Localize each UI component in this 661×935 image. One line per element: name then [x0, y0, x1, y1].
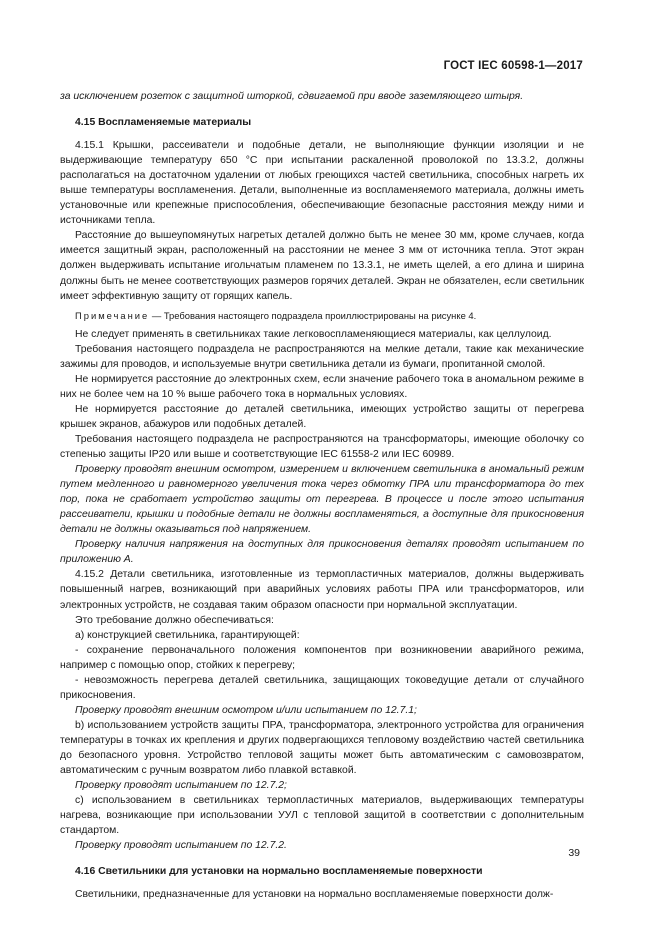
test-paragraph: Проверку проводят внешним осмотром, измерением и включением светильника в аномальный режим путем медленного и равномерного увеличения тока через обмотку ПРА или трансформатора до тех пор, пока не сработает устройство защиты от перегрева. В процессе и после этого испытания рассеиватели, крышки и подобные детали не должны воспламеняться, а доступные для прикосновения детали не должны оказываться под напряжением. — [60, 464, 584, 536]
test-paragraph: Проверку проводят испытанием по 12.7.2. — [75, 840, 287, 852]
test-paragraph: Проверку проводят испытанием по 12.7.2; — [75, 780, 287, 792]
section-title-4-15: 4.15 Воспламеняемые материалы — [75, 117, 252, 129]
test-paragraph: Проверку наличия напряжения на доступных для прикосновения деталях проводят испытанием по приложению А. — [60, 539, 584, 566]
paragraph: Не нормируется расстояние до электронных схем, если значение рабочего тока в аномальном режиме в них не более чем на 10 % выше рабочего тока в нормальных условиях. — [60, 373, 584, 400]
list-item: b) использованием устройств защиты ПРА, трансформатора, электронного устройства для ограничения температуры в точках их крепления и других подвергающихся тепловому воздействию частей светильника до безопасного уровня. Устройство тепловой защиты может быть автоматическим с самовозвратом, автоматическим с ручным возвратом либо плавкой вставкой. — [60, 719, 584, 777]
note — [60, 308, 584, 323]
list-item: - невозможность перегрева деталей светильника, защищающих токоведущие детали от случайного прикосновения. — [60, 674, 584, 701]
document-body — [60, 89, 584, 902]
section-title-4-16: 4.16 Светильники для установки на нормально воспламеняемые поверхности — [75, 866, 483, 878]
paragraph: Это требование должно обеспечиваться: — [75, 614, 274, 626]
paragraph: 4.15.2 Детали светильника, изготовленные из термопластичных материалов, должны выдерживать повышенный нагрев, возникающий при аварийных условиях работы ПРА или трансформаторов, или электронных устройств, не создавая таким образом опасности при нормальной эксплуатации. — [60, 569, 584, 611]
list-item: а) конструкцией светильника, гарантирующей: — [75, 629, 300, 641]
paragraph: Требования настоящего подраздела не распространяются на мелкие детали, такие как механические зажимы для проводов, и используемые внутри светильника детали из бумаги, пропитанной смолой. — [60, 343, 584, 370]
paragraph: Не следует применять в светильниках такие легковоспламеняющиеся материалы, как целлулоид. — [75, 328, 552, 340]
paragraph: Расстояние до вышеупомянутых нагретых деталей должно быть не менее 30 мм, кроме случаев, когда имеется защитный экран, расположенный на расстоянии не менее 3 мм от источника тепла. Этот экран должен выдерживать испытание игольчатым пламенем по 13.3.1, не иметь щелей, а его длина и ширина должны быть не менее соответствующих размеров горячих деталей. Экран не обязателен, если светильник имеет эффективную защиту от горящих капель. — [60, 230, 584, 302]
note-label: Примечание — [75, 309, 150, 321]
page-number: 39 — [568, 847, 580, 859]
note-text: — Требования настоящего подраздела проиллюстрированы на рисунке 4. — [149, 309, 477, 321]
list-item: с) использованием в светильниках термопластичных материалов, выдерживающих температуры нагрева, возникающие при использовании УУЛ с тепловой защитой в соответствии с дополнительным стандартом. — [60, 795, 584, 837]
paragraph: 4.15.1 Крышки, рассеиватели и подобные детали, не выполняющие функции изоляции и не выдерживающие температуру 650 °С при испытании раскаленной проволокой по 13.3.2, должны располагаться на достаточном удалении от любых греющихся частей светильника, способных нагреть их выше температуры воспламенения. Детали, выполненные из воспламеняемого материала, должны иметь установочные или крепежные приспособления, обеспечивающие безопасные расстояния между ними и источниками тепла. — [60, 140, 584, 227]
standard-header: ГОСТ IEC 60598-1—2017 — [443, 60, 583, 72]
text-line: за исключением розеток с защитной шторкой, сдвигаемой при вводе заземляющего штыря. — [60, 91, 524, 102]
paragraph: Не нормируется расстояние до деталей светильника, имеющих устройство защиты от перегрева крышек экранов, абажуров или подобных деталей. — [60, 403, 584, 430]
list-item: - сохранение первоначального положения компонентов при возникновении аварийного режима, например с помощью опор, стойких к перегреву; — [60, 644, 584, 671]
paragraph: Требования настоящего подраздела не распространяются на трансформаторы, имеющие оболочку со степенью защиты IP20 или выше и соответствующие IEC 61558-2 или IEC 60989. — [60, 433, 584, 461]
test-paragraph: Проверку проводят внешним осмотром и/или испытанием по 12.7.1; — [75, 704, 417, 716]
paragraph: Светильники, предназначенные для установки на нормально воспламеняемые поверхности долж- — [75, 889, 554, 901]
